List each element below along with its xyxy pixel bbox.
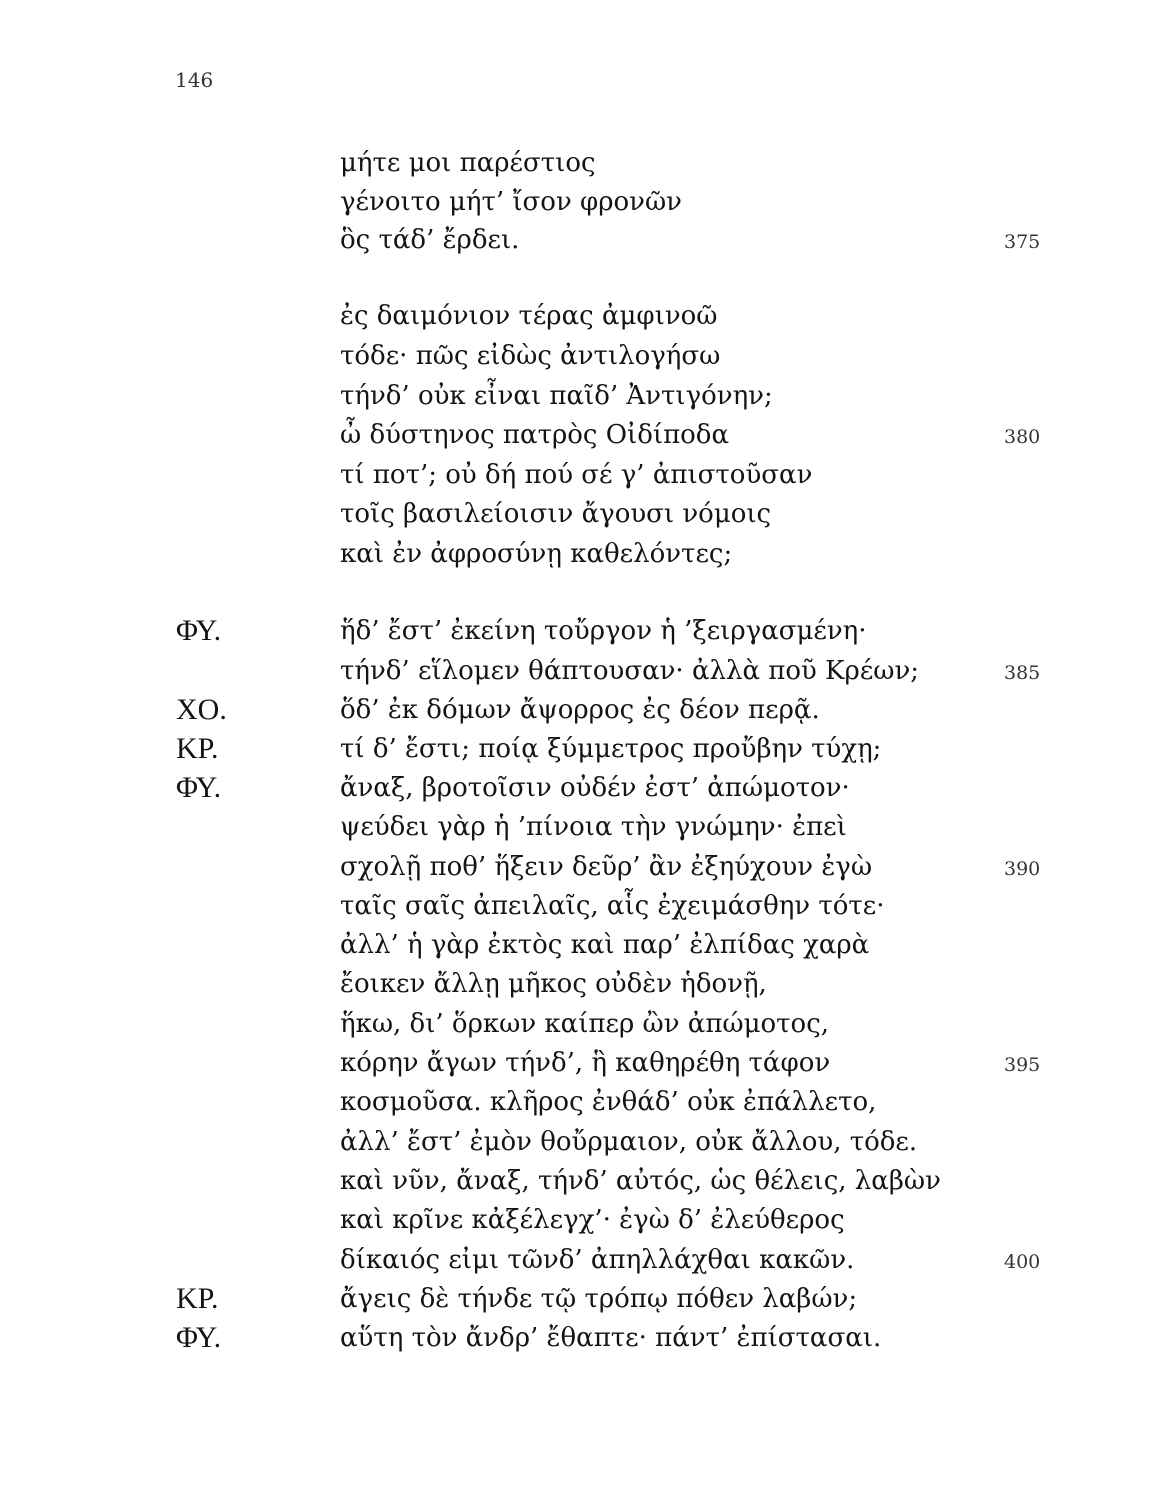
verse-text: καὶ κρῖνε κἀξέλεγχ’· ἐγὼ δ’ ἐλεύθερος <box>340 1205 845 1235</box>
verse-text: ὃς τάδ’ ἔρδει. <box>340 225 520 255</box>
verse-line <box>0 692 1160 728</box>
verse-line <box>0 145 1160 181</box>
verse-text: τί ποτ’; οὐ δή πού σέ γ’ ἀπιστοῦσαν <box>340 460 813 490</box>
verse-line <box>0 1320 1160 1356</box>
verse-line <box>0 888 1160 924</box>
verse-line <box>0 1006 1160 1042</box>
speaker-label: ΦΥ. <box>176 771 222 804</box>
verse-text: ὦ δύστηνος πατρὸς Οἰδίποδα <box>340 420 730 450</box>
verse-text: τί δ’ ἔστι; ποίᾳ ξύμμετρος προὔβην τύχῃ; <box>340 734 882 764</box>
verse-line <box>0 1163 1160 1199</box>
verse-line <box>0 417 1160 453</box>
verse-text: τήνδ’ οὐκ εἶναι παῖδ’ Ἀντιγόνην; <box>340 381 773 411</box>
verse-line <box>0 1124 1160 1160</box>
verse-text: ἔοικεν ἄλλῃ μῆκος οὐδὲν ἡδονῇ, <box>340 969 767 999</box>
line-number: 380 <box>1004 426 1041 448</box>
verse-line <box>0 966 1160 1002</box>
verse-line <box>0 222 1160 258</box>
verse-text: αὕτη τὸν ἄνδρ’ ἔθαπτε· πάντ’ ἐπίστασαι. <box>340 1323 882 1353</box>
verse-text: ἀλλ’ ἔστ’ ἐμὸν θοὔρμαιον, οὐκ ἄλλου, τόδε. <box>340 1127 918 1157</box>
verse-line <box>0 298 1160 334</box>
verse-line <box>0 1242 1160 1278</box>
speaker-label: ΦΥ. <box>176 614 222 647</box>
speaker-label: ΦΥ. <box>176 1321 222 1354</box>
verse-line <box>0 927 1160 963</box>
speaker-label: ΚΡ. <box>176 1282 219 1315</box>
verse-line <box>0 457 1160 493</box>
verse-text: ἐς δαιμόνιον τέρας ἀμφινοῶ <box>340 301 718 331</box>
verse-line <box>0 613 1160 649</box>
verse-text: ψεύδει γὰρ ἡ ’πίνοια τὴν γνώμην· ἐπεὶ <box>340 812 847 842</box>
verse-text: τόδε· πῶς εἰδὼς ἀντιλογήσω <box>340 341 721 371</box>
verse-line <box>0 1281 1160 1317</box>
line-number: 385 <box>1004 662 1041 684</box>
verse-line <box>0 770 1160 806</box>
verse-text: ἄναξ, βροτοῖσιν οὐδέν ἐστ’ ἀπώμοτον· <box>340 773 850 803</box>
verse-text: τήνδ’ εἵλομεν θάπτουσαν· ἀλλὰ ποῦ Κρέων; <box>340 656 920 686</box>
verse-line <box>0 731 1160 767</box>
verse-line <box>0 378 1160 414</box>
verse-text: τοῖς βασιλείοισιν ἄγουσι νόμοις <box>340 499 772 529</box>
page-number: 146 <box>175 68 214 92</box>
verse-text: ὅδ’ ἐκ δόμων ἄψορρος ἐς δέον περᾷ. <box>340 695 820 725</box>
verse-text: γένοιτο μήτ’ ἴσον φρονῶν <box>340 187 682 217</box>
verse-text: ἄγεις δὲ τήνδε τῷ τρόπῳ πόθεν λαβών; <box>340 1284 858 1314</box>
verse-line <box>0 1084 1160 1120</box>
verse-line <box>0 849 1160 885</box>
line-number: 375 <box>1004 231 1041 253</box>
verse-line <box>0 338 1160 374</box>
verse-line <box>0 184 1160 220</box>
verse-text: μήτε μοι παρέστιος <box>340 148 596 178</box>
speaker-label: ΧΟ. <box>176 693 227 726</box>
line-number: 395 <box>1004 1054 1041 1076</box>
verse-text: κοσμοῦσα. κλῆρος ἐνθάδ’ οὐκ ἐπάλλετο, <box>340 1087 877 1117</box>
verse-text: ἀλλ’ ἡ γὰρ ἐκτὸς καὶ παρ’ ἐλπίδας χαρὰ <box>340 930 870 960</box>
verse-text: καὶ νῦν, ἄναξ, τήνδ’ αὐτός, ὡς θέλεις, λαβὼν <box>340 1166 941 1196</box>
verse-line <box>0 496 1160 532</box>
speaker-label: ΚΡ. <box>176 732 219 765</box>
verse-line <box>0 536 1160 572</box>
verse-text: ἥδ’ ἔστ’ ἐκείνη τοὔργον ἡ ’ξειργασμένη· <box>340 616 867 646</box>
verse-text: ἥκω, δι’ ὅρκων καίπερ ὢν ἀπώμοτος, <box>340 1009 830 1039</box>
verse-text: δίκαιός εἰμι τῶνδ’ ἀπηλλάχθαι κακῶν. <box>340 1245 855 1275</box>
verse-text: ταῖς σαῖς ἀπειλαῖς, αἷς ἐχειμάσθην τότε· <box>340 891 885 921</box>
verse-text: καὶ ἐν ἀφροσύνῃ καθελόντες; <box>340 539 733 569</box>
verse-text: κόρην ἄγων τήνδ’, ἣ καθηρέθη τάφον <box>340 1048 831 1078</box>
verse-line <box>0 1045 1160 1081</box>
verse-line <box>0 653 1160 689</box>
verse-text: σχολῇ ποθ’ ἥξειν δεῦρ’ ἂν ἐξηύχουν ἐγὼ <box>340 852 873 882</box>
verse-line <box>0 1202 1160 1238</box>
line-number: 400 <box>1004 1251 1041 1273</box>
line-number: 390 <box>1004 858 1041 880</box>
verse-line <box>0 809 1160 845</box>
